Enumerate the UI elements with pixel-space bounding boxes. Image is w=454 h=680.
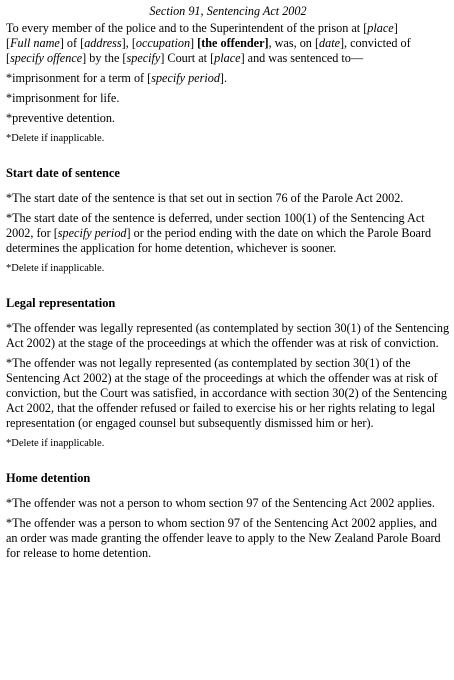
intro-text: ] <box>190 36 198 50</box>
offender-label: [the offender] <box>197 36 269 50</box>
option-text: ] or the period ending with the date on which the Parole Board determines the application for home detention, whichever is sooner. <box>6 226 432 255</box>
intro-text: To every member of the police and to the Superintendent of the prison at [ <box>6 21 368 35</box>
intro-offender-line <box>6 36 450 66</box>
option-text: *The start date of the sentence is deferred, under section 100(1) of the Sentencing Act 2002, for [ <box>6 211 425 240</box>
sentence-option-preventive: *preventive detention. <box>6 111 115 125</box>
intro-text: ], [ <box>121 36 136 50</box>
section-heading-home-detention: Home detention <box>6 471 91 485</box>
placeholder-occupation: occupation <box>135 36 191 50</box>
option-text: *imprisonment for a term of [ <box>6 71 152 85</box>
placeholder-place: place <box>367 21 394 35</box>
section-heading-legal-representation: Legal representation <box>6 296 116 310</box>
delete-note: *Delete if inapplicable. <box>6 438 105 449</box>
section-heading-start-date: Start date of sentence <box>6 166 120 180</box>
home-detention-option-2: *The offender was a person to whom section 97 of the Sentencing Act 2002 applies, and an order was made granting the offender leave to apply to the New Zealand Parole Board for release to home detention. <box>6 516 441 560</box>
sentence-option-term <box>6 71 450 86</box>
intro-text: ], convicted of [ <box>6 36 411 65</box>
option-text: ]. <box>219 71 228 85</box>
delete-note: *Delete if inapplicable. <box>6 133 105 144</box>
intro-text: ] Court at [ <box>160 51 215 65</box>
placeholder-date: date <box>319 36 340 50</box>
intro-text: , was, on [ <box>268 36 319 50</box>
delete-note: *Delete if inapplicable. <box>6 263 105 274</box>
sentence-option-life: *imprisonment for life. <box>6 91 120 105</box>
document-title: Section 91, Sentencing Act 2002 <box>149 4 307 18</box>
placeholder-address: address <box>84 36 122 50</box>
legal-option-1: *The offender was legally represented (as contemplated by section 30(1) of the Sentencing Act 2002) at the stage of the proceedings at which the offender was at risk of conviction. <box>6 321 450 350</box>
intro-text: [ <box>6 36 11 50</box>
placeholder-period: specify period <box>57 226 127 240</box>
start-date-option-1: *The start date of the sentence is that set out in section 76 of the Parole Act 2002. <box>6 191 404 205</box>
placeholder-place: place <box>214 51 241 65</box>
placeholder-court: specify <box>126 51 161 65</box>
intro-text: ] <box>393 21 398 35</box>
intro-address-line <box>6 21 450 36</box>
placeholder-period: specify period <box>151 71 220 85</box>
home-detention-option-1: *The offender was not a person to whom section 97 of the Sentencing Act 2002 applies. <box>6 496 435 510</box>
intro-text: ] and was sentenced to— <box>240 51 364 65</box>
intro-text: ] of [ <box>59 36 85 50</box>
start-date-option-2 <box>6 211 450 256</box>
placeholder-full-name: Full name <box>10 36 60 50</box>
legal-option-2: *The offender was not legally represented (as contemplated by section 30(1) of the Sentencing Act 2002) at the stage of the proceedings at which the offender was at risk of conviction, but the Court was satisfied, in accordance with section 30(2) of the Sentencing Act 2002, that the offender refused or failed to exercise his or her rights relating to legal representation (or engaged counsel but subsequently dismissed him or her). <box>6 356 447 430</box>
intro-text: ] by the [ <box>82 51 127 65</box>
placeholder-offence: specify offence <box>10 51 83 65</box>
